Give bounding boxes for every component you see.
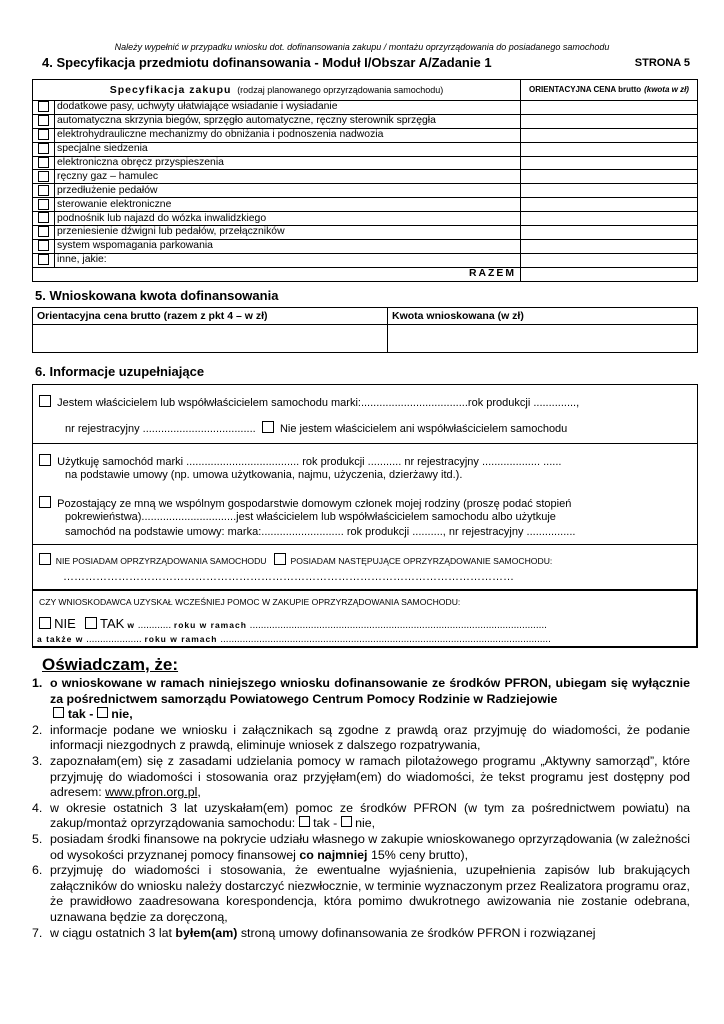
decl4-yes-checkbox[interactable]: [299, 816, 310, 827]
total-value-cell[interactable]: [521, 267, 698, 281]
spec-item-label: specjalne siedzenia: [55, 142, 521, 156]
owner-box: [32, 384, 698, 444]
user-checkbox[interactable]: [39, 454, 51, 466]
previous-no-checkbox[interactable]: [39, 617, 51, 629]
page-label: STRONA 5: [634, 57, 690, 69]
declaration-item-2: 2. informacje podane we wniosku i załącznikach są zgodne z prawdą oraz przyjmuję do wiadomości, że podanie informacji niezgodnych z prawdą, eliminuje wniosek z dalszego rozpatrywania,: [32, 722, 690, 753]
spec-price-cell[interactable]: [521, 198, 698, 212]
spec-item-label: ręczny gaz – hamulec: [55, 170, 521, 184]
spec-table: [32, 79, 698, 282]
spec-col-header: Specyfikacja zakupu (rodzaj planowanego oprzyrządowania samochodu): [33, 80, 521, 101]
spec-row: [33, 114, 698, 128]
spec-price-cell[interactable]: [521, 128, 698, 142]
spec-row: [33, 101, 698, 115]
requested-amount-cell[interactable]: [388, 325, 698, 353]
spec-checkbox[interactable]: [38, 101, 49, 112]
spec-checkbox[interactable]: [38, 143, 49, 154]
spec-item-label: elektrohydrauliczne mechanizmy do obniżania i podnoszenia nadwozia: [55, 128, 521, 142]
price-total-cell[interactable]: [33, 325, 388, 353]
spec-checkbox[interactable]: [38, 171, 49, 182]
previous-help-box: [32, 590, 698, 648]
declaration-title: Oświadczam, że:: [42, 655, 179, 674]
also-label: a także w: [37, 634, 84, 644]
spec-item-label: dodatkowe pasy, uchwyty ułatwiające wsiadanie i wysiadanie: [55, 101, 521, 115]
previous-year-label: w: [127, 620, 135, 630]
spec-row: [33, 253, 698, 267]
spec-checkbox[interactable]: [38, 199, 49, 210]
owner-registration: nr rejestracyjny .....................................: [65, 423, 256, 435]
declaration-item-4: 4. w okresie ostatnich 3 lat uzyskałam(em) pomoc ze środków PFRON (w tym za pośrednictwem powiatu) na zakup/montaż oprzyrządowania samochodu: tak - nie,: [32, 800, 690, 831]
family-text-3: samochód na podstawie umowy: marka:........................... rok produkcji .........., nr rejestracyjny ................: [65, 526, 576, 538]
spec-item-label: inne, jakie:: [55, 253, 521, 267]
has-equipment-text: POSIADAM NASTĘPUJĄCE OPRZYRZĄDOWANIE SAMOCHODU:: [290, 556, 553, 566]
section6-title: 6. Informacje uzupełniające: [35, 364, 205, 379]
form-note: Należy wypełnić w przypadku wniosku dot. dofinansowania zakupu / montażu oprzyrządowania do posiadanego samochodu: [114, 42, 610, 52]
spec-price-cell[interactable]: [521, 184, 698, 198]
owner-checkbox[interactable]: [39, 395, 51, 407]
spec-price-cell[interactable]: [521, 212, 698, 226]
has-equipment-checkbox[interactable]: [274, 553, 286, 565]
family-checkbox[interactable]: [39, 496, 51, 508]
spec-price-cell[interactable]: [521, 142, 698, 156]
spec-item-label: automatyczna skrzynia biegów, sprzęgło automatyczne, ręczny sterownik sprzęgła: [55, 114, 521, 128]
decl1-yes-checkbox[interactable]: [53, 707, 64, 718]
spec-item-label: elektroniczna obręcz przyspieszenia: [55, 156, 521, 170]
not-owner-text: Nie jestem właścicielem ani współwłaścicielem samochodu: [279, 423, 568, 435]
also-program-label: roku w ramach: [144, 634, 218, 644]
previous-program-field[interactable]: ...........................................................................................................: [246, 620, 547, 631]
spec-row: [33, 170, 698, 184]
user-box: [32, 443, 698, 545]
spec-price-cell[interactable]: [521, 101, 698, 115]
amount-col-price: Orientacyjna cena brutto (razem z pkt 4 – w zł): [33, 308, 388, 325]
family-text-1: Pozostający ze mną we wspólnym gospodarstwie domowym członek mojej rodziny (proszę podać stopień: [57, 498, 572, 510]
decl4-no-checkbox[interactable]: [341, 816, 352, 827]
spec-checkbox[interactable]: [38, 212, 49, 223]
previous-yes-label: TAK: [99, 616, 125, 631]
spec-checkbox[interactable]: [38, 129, 49, 140]
declaration-item-3: 3. zapoznałam(em) się z zasadami udzielania pomocy w ramach pilotażowego programu „Aktywny samorząd”, które przyjmuję do wiadomości i stosowania oraz przyjęłam(em) do wiadomości, że tekst programu jest dostępny pod adresem: www.pfron.org.pl,: [32, 753, 690, 800]
spec-row: [33, 212, 698, 226]
equipment-dots[interactable]: ……………………………………………………………………………………………………………: [63, 571, 514, 583]
not-owner-checkbox[interactable]: [262, 421, 274, 433]
declaration-item-6: 6. przyjmuję do wiadomości i stosowania, że ewentualne wyjaśnienia, uzupełnienia zapisów lub brakujących załączników do wniosku należy dostarczyć niezwłocznie, w terminie wyznaczonym przez Realizatora programu oraz, że prawidłowo zaadresowana korespondencja, która pomimo dwukrotnego awizowania nie zostanie odebrana, uznawana będzie za doręczoną,: [32, 863, 690, 924]
also-program-field[interactable]: .......................................................................................................................: [217, 634, 551, 645]
spec-checkbox[interactable]: [38, 226, 49, 237]
previous-help-question: CZY WNIOSKODAWCA UZYSKAŁ WCZEŚNIEJ POMOC W ZAKUPIE OPRZYRZĄDOWANIA SAMOCHODU:: [39, 597, 461, 607]
section4-title: 4. Specyfikacja przedmiotu dofinansowania - Moduł I/Obszar A/Zadanie 1: [42, 55, 492, 70]
total-label: RAZEM: [33, 267, 521, 281]
also-year-field[interactable]: ....................: [83, 634, 145, 645]
spec-price-cell[interactable]: [521, 226, 698, 240]
spec-item-label: przedłużenie pedałów: [55, 184, 521, 198]
declaration-item-1: 1. o wnioskowane w ramach niniejszego wniosku dofinansowanie ze środków PFRON, ubiegam się wyłącznie za pośrednictwem samorządu Powiatowego Centrum Pomocy Rodzinie w Radziejowie tak - nie,: [32, 676, 690, 722]
spec-row: [33, 184, 698, 198]
spec-price-cell[interactable]: [521, 170, 698, 184]
spec-row: [33, 128, 698, 142]
spec-row: [33, 156, 698, 170]
previous-year-field[interactable]: ............: [134, 620, 174, 631]
spec-item-label: przeniesienie dźwigni lub pedałów, przełączników: [55, 226, 521, 240]
spec-checkbox[interactable]: [38, 157, 49, 168]
spec-row: [33, 239, 698, 253]
amount-col-requested: Kwota wnioskowana (w zł): [388, 308, 698, 325]
spec-checkbox[interactable]: [38, 115, 49, 126]
pfron-link[interactable]: www.pfron.org.pl: [105, 785, 198, 800]
user-text: Użytkuję samochód marki ..................................... rok produkcji ........... nr rejestracyjny ................... ......: [57, 456, 562, 468]
spec-checkbox[interactable]: [38, 240, 49, 251]
spec-row: [33, 198, 698, 212]
section5-title: 5. Wnioskowana kwota dofinansowania: [35, 288, 279, 303]
spec-price-cell[interactable]: [521, 156, 698, 170]
spec-item-label: podnośnik lub najazd do wózka inwalidzkiego: [55, 212, 521, 226]
previous-no-label: NIE: [54, 616, 76, 631]
declaration-list: [32, 676, 690, 941]
spec-price-cell[interactable]: [521, 114, 698, 128]
previous-program-label: roku w ramach: [173, 620, 247, 630]
owner-text: Jestem właścicielem lub współwłaścicielem samochodu marki:...................................rok produkcji ..............,: [57, 397, 580, 409]
previous-yes-checkbox[interactable]: [85, 617, 97, 629]
equipment-box: [32, 544, 698, 590]
no-equipment-checkbox[interactable]: [39, 553, 51, 565]
amount-table: [32, 307, 698, 353]
spec-checkbox[interactable]: [38, 254, 49, 265]
spec-price-cell[interactable]: [521, 253, 698, 267]
declaration-item-7: 7. w ciągu ostatnich 3 lat byłem(am) stroną umowy dofinansowania ze środków PFRON i rozwiązanej: [32, 925, 596, 940]
spec-row: [33, 226, 698, 240]
no-equipment-text: NIE POSIADAM OPRZYRZĄDOWANIA SAMOCHODU: [55, 556, 267, 566]
declaration-item-5: 5. posiadam środki finansowe na pokrycie udziału własnego w zakupie wnioskowanego oprzyrządowania (w zależności od wysokości przyznanej pomocy finansowej co najmniej 15% ceny brutto),: [32, 831, 690, 862]
price-col-header: ORIENTACYJNA CENA brutto (kwota w zł): [521, 80, 698, 101]
spec-item-label: system wspomagania parkowania: [55, 239, 521, 253]
family-text-2: pokrewieństwa)...............................jest właścicielem lub współwłaścicielem samochodu albo użytkuje: [65, 511, 556, 523]
user-contract-text: na podstawie umowy (np. umowa użytkowania, najmu, użyczenia, dzierżawy itd.).: [65, 469, 463, 481]
spec-price-cell[interactable]: [521, 239, 698, 253]
spec-item-label: sterowanie elektroniczne: [55, 198, 521, 212]
spec-checkbox[interactable]: [38, 185, 49, 196]
spec-row: [33, 142, 698, 156]
decl1-no-checkbox[interactable]: [97, 707, 108, 718]
